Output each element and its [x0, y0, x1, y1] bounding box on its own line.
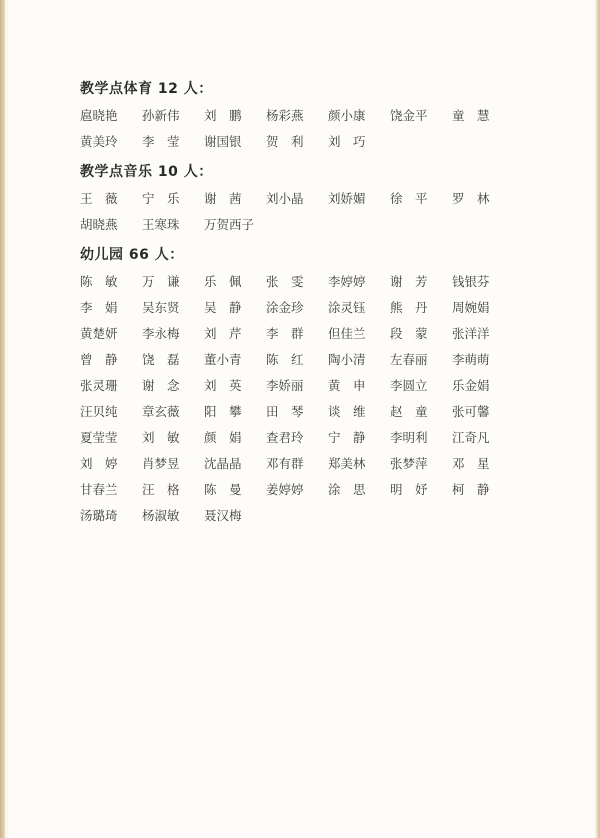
- list-item: 饶 磊: [142, 352, 180, 367]
- section-heading: 教学点音乐 10 人：: [80, 164, 213, 180]
- list-item: 吴东贤: [142, 300, 180, 315]
- list-item: 查君玲: [266, 430, 304, 445]
- list-item: 汪 格: [142, 482, 180, 497]
- list-item: 涂灵钰: [328, 300, 366, 315]
- list-item: 童 慧: [452, 108, 490, 123]
- list-item: 张梦萍: [390, 456, 428, 471]
- list-item: 谢 茜: [204, 191, 242, 206]
- list-item: 谢国银: [204, 134, 242, 149]
- list-item: 李永梅: [142, 326, 180, 341]
- list-item: 汪贝纯: [80, 404, 118, 419]
- list-item: 宁 乐: [142, 191, 180, 206]
- list-item: 夏莹莹: [80, 430, 118, 445]
- list-item: 柯 静: [452, 482, 490, 497]
- list-item: 李 群: [266, 326, 304, 341]
- list-item: 刘 婷: [80, 456, 118, 471]
- list-item: 张洋洋: [452, 326, 490, 341]
- list-item: 邓 星: [452, 456, 490, 471]
- list-item: 张可馨: [452, 404, 490, 419]
- section-kindergarten: [80, 246, 540, 532]
- list-item: 颜小康: [328, 108, 366, 123]
- list-item: 李娇丽: [266, 378, 304, 393]
- list-item: 谢 芳: [390, 274, 428, 289]
- list-item: 涂金珍: [266, 300, 304, 315]
- list-item: 李 娟: [80, 300, 118, 315]
- name-list: [80, 272, 540, 532]
- list-item: 张 雯: [266, 274, 304, 289]
- list-item: 曾 静: [80, 352, 118, 367]
- list-item: 贺 利: [266, 134, 304, 149]
- list-item: 刘 芹: [204, 326, 242, 341]
- list-item: 阳 攀: [204, 404, 242, 419]
- list-item: 王寒珠: [142, 217, 180, 232]
- list-item: 左春丽: [390, 352, 428, 367]
- list-item: 宁 静: [328, 430, 366, 445]
- list-item: 刘 巧: [328, 134, 366, 149]
- list-item: 段 蒙: [390, 326, 428, 341]
- page-edge-left: [0, 0, 5, 838]
- list-item: 李明利: [390, 430, 428, 445]
- list-item: 饶金平: [390, 108, 428, 123]
- list-item: 周婉娟: [452, 300, 490, 315]
- list-item: 赵 童: [390, 404, 428, 419]
- list-item: 但佳兰: [328, 326, 366, 341]
- list-item: 张灵珊: [80, 378, 118, 393]
- list-item: 邓有群: [266, 456, 304, 471]
- list-item: 甘春兰: [80, 482, 118, 497]
- list-item: 熊 丹: [390, 300, 428, 315]
- list-item: 谈 维: [328, 404, 366, 419]
- list-item: 田 琴: [266, 404, 304, 419]
- list-item: 钱银芬: [452, 274, 490, 289]
- list-item: 杨彩燕: [266, 108, 304, 123]
- section-heading: 幼儿园 66 人：: [80, 247, 184, 263]
- list-item: 汤璐琦: [80, 508, 118, 523]
- list-item: 刘 英: [204, 378, 242, 393]
- list-item: 涂 思: [328, 482, 366, 497]
- list-item: 刘娇媚: [328, 191, 366, 206]
- list-item: 郑美林: [328, 456, 366, 471]
- list-item: 陈 曼: [204, 482, 242, 497]
- list-item: 李婷婷: [328, 274, 366, 289]
- list-item: 李萌萌: [452, 352, 490, 367]
- list-item: 黄美玲: [80, 134, 118, 149]
- list-item: 李 莹: [142, 134, 180, 149]
- list-item: 万贺西子: [204, 217, 255, 232]
- document-page: [8, 0, 594, 838]
- list-item: 沈晶晶: [204, 456, 242, 471]
- list-item: 聂汉梅: [204, 508, 242, 523]
- list-item: 杨淑敏: [142, 508, 180, 523]
- list-item: 黄 申: [328, 378, 366, 393]
- list-item: 董小青: [204, 352, 242, 367]
- document-content: [80, 80, 540, 537]
- list-item: 肖梦昱: [142, 456, 180, 471]
- section-heading: 教学点体育 12 人：: [80, 81, 213, 97]
- list-item: 陈 红: [266, 352, 304, 367]
- name-list: [80, 106, 540, 158]
- list-item: 江奇凡: [452, 430, 490, 445]
- list-item: 乐 佩: [204, 274, 242, 289]
- list-item: 陈 敏: [80, 274, 118, 289]
- list-item: 刘 鹏: [204, 108, 242, 123]
- list-item: 孙新伟: [142, 108, 180, 123]
- list-item: 扈晓艳: [80, 108, 118, 123]
- list-item: 姜婷婷: [266, 482, 304, 497]
- section-pe: [80, 80, 540, 158]
- list-item: 胡晓燕: [80, 217, 118, 232]
- list-item: 乐金娟: [452, 378, 490, 393]
- list-item: 刘小晶: [266, 191, 304, 206]
- list-item: 颜 娟: [204, 430, 242, 445]
- section-music: [80, 163, 540, 241]
- list-item: 章玄薇: [142, 404, 180, 419]
- page-edge-right: [596, 0, 600, 838]
- list-item: 罗 林: [452, 191, 490, 206]
- list-item: 明 妤: [390, 482, 428, 497]
- list-item: 李圆立: [390, 378, 428, 393]
- name-list: [80, 189, 540, 241]
- list-item: 刘 敏: [142, 430, 180, 445]
- list-item: 万 谦: [142, 274, 180, 289]
- list-item: 陶小清: [328, 352, 366, 367]
- list-item: 黄楚妍: [80, 326, 118, 341]
- list-item: 吴 静: [204, 300, 242, 315]
- list-item: 谢 念: [142, 378, 180, 393]
- list-item: 王 薇: [80, 191, 118, 206]
- list-item: 徐 平: [390, 191, 428, 206]
